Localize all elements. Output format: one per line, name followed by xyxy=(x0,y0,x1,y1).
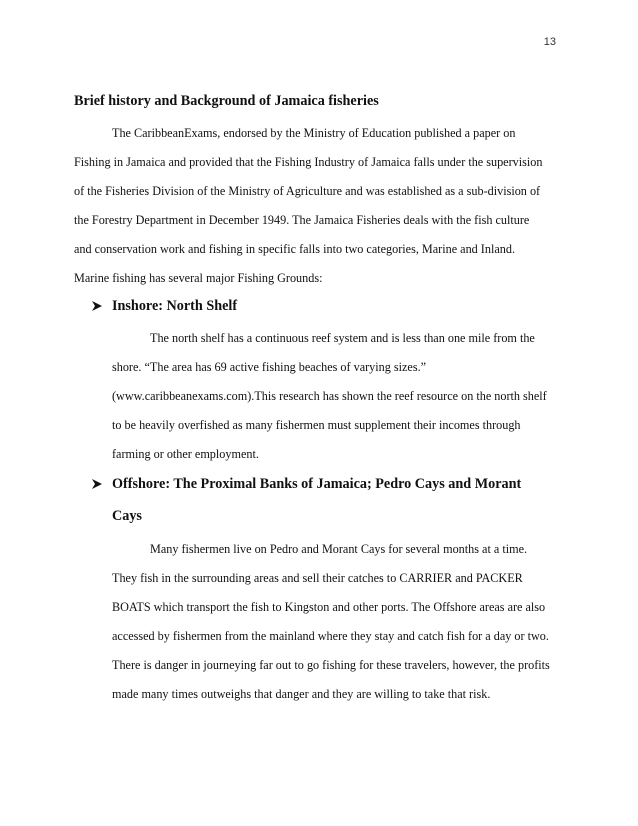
section2-line-4: accessed by fishermen from the mainland where they stay and catch fish for a day or two. xyxy=(112,629,549,643)
section2-title-line-2: Cays xyxy=(112,508,142,524)
page-number: 13 xyxy=(543,36,556,48)
section2-line-2: They fish in the surrounding areas and sell their catches to CARRIER and PACKER xyxy=(112,571,523,585)
section2-line-6: made many times outweighs that danger and they are willing to take that risk. xyxy=(112,687,491,701)
section-heading: Brief history and Background of Jamaica fisheries xyxy=(74,93,379,109)
section1-line-1: The north shelf has a continuous reef system and is less than one mile from the xyxy=(150,331,535,345)
section1-title: Inshore: North Shelf xyxy=(112,298,238,314)
section2-line-3: BOATS which transport the fish to Kingston and other ports. The Offshore areas are also xyxy=(112,600,546,614)
intro-line-5: and conservation work and fishing in specific falls into two categories, Marine and Inland. xyxy=(74,242,515,256)
section2-title-line-1: Offshore: The Proximal Banks of Jamaica; Pedro Cays and Morant xyxy=(112,476,522,492)
intro-line-3: of the Fisheries Division of the Ministry of Agriculture and was established as a sub-division of xyxy=(74,184,541,198)
intro-line-2: Fishing in Jamaica and provided that the Fishing Industry of Jamaica falls under the supervision xyxy=(74,155,543,169)
section1-line-4: to be heavily overfished as many fishermen must supplement their incomes through xyxy=(112,418,521,432)
arrow-bullet-icon xyxy=(91,478,103,493)
section1-line-3: (www.caribbeanexams.com).This research has shown the reef resource on the north shelf xyxy=(112,389,547,403)
intro-line-6: Marine fishing has several major Fishing Grounds: xyxy=(74,271,323,285)
section2-line-5: There is danger in journeying far out to go fishing for these travelers, however, the profits xyxy=(112,658,550,672)
section2-line-1: Many fishermen live on Pedro and Morant Cays for several months at a time. xyxy=(150,542,528,556)
intro-line-1: The CaribbeanExams, endorsed by the Ministry of Education published a paper on xyxy=(112,126,516,140)
section1-line-5: farming or other employment. xyxy=(112,447,259,461)
section1-line-2: shore. “The area has 69 active fishing beaches of varying sizes.” xyxy=(112,360,427,374)
intro-line-4: the Forestry Department in December 1949. The Jamaica Fisheries deals with the fish culture xyxy=(74,213,530,227)
arrow-bullet-icon xyxy=(91,300,103,315)
